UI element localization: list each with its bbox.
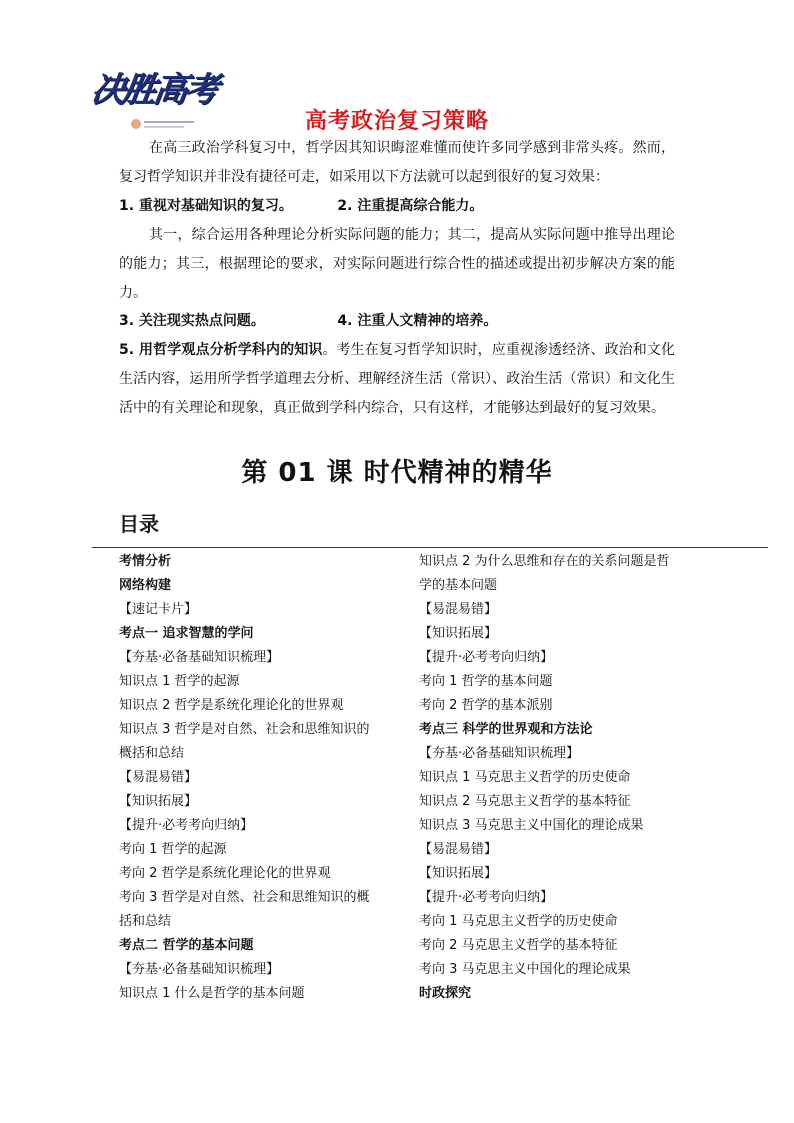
- toc-item[interactable]: 知识点 1 什么是哲学的基本问题: [119, 986, 305, 1001]
- toc-item[interactable]: 考向 1 哲学的起源: [119, 842, 227, 857]
- method-2-detail: 其一，综合运用各种理论分析实际问题的能力；其二，提高从实际问题中推导出理论的能力；其三，根据理论的要求，对实际问题进行综合性的描述或提出初步解决方案的能力。: [119, 227, 675, 301]
- toc-divider: [92, 547, 768, 548]
- toc-item[interactable]: 考向 3 马克思主义中国化的理论成果: [419, 962, 631, 977]
- toc-heading: 目录: [119, 512, 159, 536]
- toc-item[interactable]: 知识点 2 哲学是系统化理论化的世界观: [119, 698, 344, 713]
- method-5-paragraph: [119, 336, 675, 423]
- toc-item[interactable]: 考点一 追求智慧的学问: [119, 626, 254, 641]
- toc-item[interactable]: 【提升·必考考向归纳】: [119, 818, 254, 833]
- toc-item[interactable]: 【易混易错】: [419, 602, 498, 617]
- toc-item[interactable]: 知识点 2 为什么思维和存在的关系问题是哲学的基本问题: [419, 554, 670, 593]
- toc-item[interactable]: 知识点 2 马克思主义哲学的基本特征: [419, 794, 631, 809]
- toc-item[interactable]: 考向 2 哲学是系统化理论化的世界观: [119, 866, 331, 881]
- page-title: 高考政治复习策略: [304, 109, 489, 134]
- toc-right-column: [419, 550, 699, 1006]
- logo-text: 决胜高考: [88, 70, 219, 110]
- method-5-text: 。考生在复习哲学知识时，应重视渗透经济、政治和文化生活内容，运用所学哲学道理去分析、理解经济生活（常识）、政治生活（常识）和文化生活中的有关理论和现象，真正做到学科内综合，只有这样，才能够达到最好的复习效果。: [119, 342, 676, 416]
- toc-item[interactable]: 考情分析: [119, 554, 172, 569]
- toc-item[interactable]: 【夯基·必备基础知识梳理】: [119, 962, 280, 977]
- toc-item[interactable]: 知识点 1 哲学的起源: [119, 674, 240, 689]
- toc-item[interactable]: 【夯基·必备基础知识梳理】: [419, 746, 580, 761]
- toc-item[interactable]: 知识点 3 哲学是对自然、社会和思维知识的概括和总结: [119, 722, 370, 761]
- toc-item[interactable]: 【易混易错】: [119, 770, 198, 785]
- method-4: 4. 注重人文精神的培养。: [337, 313, 498, 329]
- toc-item[interactable]: 【提升·必考考向归纳】: [419, 650, 554, 665]
- toc-item[interactable]: 考点二 哲学的基本问题: [119, 938, 254, 953]
- toc-item[interactable]: 考向 3 哲学是对自然、社会和思维知识的概括和总结: [119, 890, 370, 929]
- toc-item[interactable]: 考点三 科学的世界观和方法论: [419, 722, 593, 737]
- lesson-title: 第 01 课 时代精神的精华: [241, 458, 553, 488]
- method-3: 3. 关注现实热点问题。: [119, 313, 265, 329]
- toc-item[interactable]: 知识点 3 马克思主义中国化的理论成果: [419, 818, 644, 833]
- toc-item[interactable]: 【知识拓展】: [119, 794, 198, 809]
- method-row-1: [119, 192, 483, 221]
- toc-item[interactable]: 考向 1 哲学的基本问题: [419, 674, 553, 689]
- method-5-heading: 5. 用哲学观点分析学科内的知识: [119, 342, 323, 358]
- toc-item[interactable]: 考向 2 哲学的基本派别: [419, 698, 553, 713]
- toc-item[interactable]: 网络构建: [119, 578, 172, 593]
- toc-item[interactable]: 知识点 1 马克思主义哲学的历史使命: [419, 770, 631, 785]
- toc-item[interactable]: 考向 2 马克思主义哲学的基本特征: [419, 938, 618, 953]
- toc-item[interactable]: 【知识拓展】: [419, 626, 498, 641]
- toc-item[interactable]: 【夯基·必备基础知识梳理】: [119, 650, 280, 665]
- method-row-2: [119, 307, 497, 336]
- toc-item[interactable]: 考向 1 马克思主义哲学的历史使命: [419, 914, 618, 929]
- method-1: 1. 重视对基础知识的复习。: [119, 198, 293, 214]
- method-2: 2. 注重提高综合能力。: [337, 198, 484, 214]
- toc-item[interactable]: 【知识拓展】: [419, 866, 498, 881]
- intro-paragraph: 在高三政治学科复习中，哲学因其知识晦涩难懂而使许多同学感到非常头疼。然而，复习哲学知识并非没有捷径可走，如采用以下方法就可以起到很好的复习效果：: [119, 140, 675, 185]
- toc-item[interactable]: 【速记卡片】: [119, 602, 198, 617]
- toc-item[interactable]: 时政探究: [419, 986, 472, 1001]
- toc-item[interactable]: 【易混易错】: [419, 842, 498, 857]
- toc-left-column: [119, 550, 389, 1006]
- toc-item[interactable]: 【提升·必考考向归纳】: [419, 890, 554, 905]
